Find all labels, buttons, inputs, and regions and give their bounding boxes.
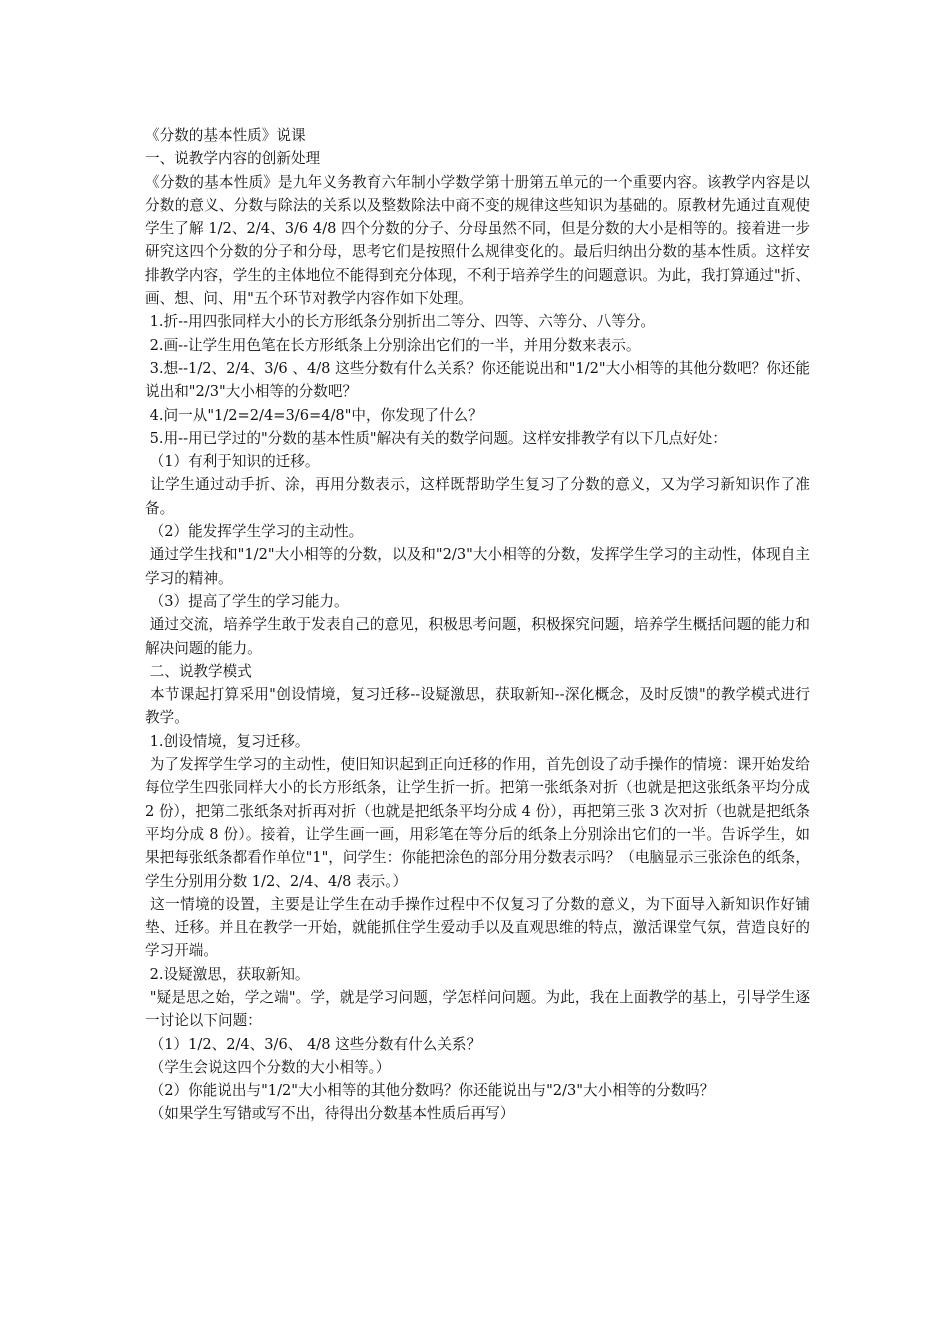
paragraph: 这一情境的设置，主要是让学生在动手操作过程中不仅复习了分数的意义，为下面导入新知识作好铺垫、迁移。并且在教学一开始，就能抓住学生爱动手以及直观思维的特点，激活课堂气氛，营造良好的学习开端。 bbox=[145, 895, 810, 960]
section-heading-1: 一、说教学内容的创新处理 bbox=[145, 150, 321, 168]
list-item: 5.用--用已学过的"分数的基本性质"解决有关的数学问题。这样安排教学有以下几点好处： bbox=[145, 429, 727, 447]
list-item: 1.创设情境，复习迁移。 bbox=[145, 732, 310, 750]
question-item: （1）1/2、2/4、3/6、 4/8 这些分数有什么关系？ bbox=[145, 1035, 482, 1053]
section-heading-2: 二、说教学模式 bbox=[145, 662, 252, 680]
note: （学生会说这四个分数的大小相等。） bbox=[145, 1058, 391, 1076]
list-item: 3.想--1/2、2/4、3/6 、4/8 这些分数有什么关系？你还能说出和"1/2"大小相等的其他分数吧？你还能说出和"2/3"大小相等的分数吧？ bbox=[145, 359, 810, 401]
paragraph: 让学生通过动手折、涂，再用分数表示，这样既帮助学生复习了分数的意义，又为学习新知识作了准备。 bbox=[145, 476, 810, 517]
paragraph: 为了发挥学生学习的主动性，使旧知识起到正向迁移的作用，首先创设了动手操作的情境：课开始发给每位学生四张同样大小的长方形纸条，让学生折一折。把第一张纸条对折（也就是把这张纸条平均分成 2 份），把第二张纸条对折再对折（也就是把纸条平均分成 4 份），再把第三张 3 次对折（也就是把纸条平均分成 8 份）。接着，让学生画一画，用彩笔在等分后的纸条上分别涂出它们的一半。告诉学生，如果把每张纸条都看作单位"1"，问学生：你能把涂色的部分用分数表示吗？（电脑显示三张涂色的纸条，学生分别用分数 1/2、2/4、4/8 表示。） bbox=[145, 756, 815, 890]
paragraph: 通过学生找和"1/2"大小相等的分数，以及和"2/3"大小相等的分数，发挥学生学习的主动性，体现自主学习的精神。 bbox=[145, 546, 811, 587]
paragraph: 《分数的基本性质》是九年义务教育六年制小学数学第十册第五单元的一个重要内容。该教学内容是以分数的意义、分数与除法的关系以及整数除法中商不变的规律这些知识为基础的。原教材先通过直观使学生了解 1/2、2/4、3/6 4/8 四个分数的分子、分母虽然不同，但是分数的大小是相等的。接着进一步研究这四个分数的分子和分母，思考它们是按照什么规律变化的。最后归纳出分数的基本性质。这样安排教学内容，学生的主体地位不能得到充分体现，不利于培养学生的问题意识。为此，我打算通过"折、画、想、问、用"五个环节对教学内容作如下处理。 bbox=[145, 173, 810, 308]
question-item: （2）你能说出与"1/2"大小相等的其他分数吗？你还能说出与"2/3"大小相等的分数吗？ bbox=[145, 1082, 715, 1100]
sub-heading: （1）有利于知识的迁移。 bbox=[145, 453, 320, 471]
note: （如果学生写错或写不出，待得出分数基本性质后再写） bbox=[145, 1105, 515, 1123]
sub-heading: （3）提高了学生的学习能力。 bbox=[145, 592, 349, 610]
paragraph: 通过交流，培养学生敢于发表自己的意见，积极思考问题，积极探究问题，培养学生概括问题的能力和解决问题的能力。 bbox=[145, 616, 811, 657]
list-item: 1.折--用四张同样大小的长方形纸条分别折出二等分、四等、六等分、八等分。 bbox=[145, 313, 656, 331]
document-body bbox=[145, 124, 815, 1126]
paragraph: "疑是思之始，学之端"。学，就是学习问题，学怎样问问题。为此，我在上面教学的基上，引导学生逐一讨论以下问题： bbox=[145, 988, 810, 1030]
list-item: 2.设疑激思，获取新知。 bbox=[145, 965, 310, 983]
paragraph: 本节课起打算采用"创设情境，复习迁移--设疑激思，获取新知--深化概念，及时反馈"的教学模式进行教学。 bbox=[145, 686, 810, 727]
document-title: 《分数的基本性质》说课 bbox=[145, 127, 306, 144]
list-item: 4.问一从"1/2=2/4=3/6=4/8"中，你发现了什么？ bbox=[145, 406, 483, 424]
sub-heading: （2）能发挥学生学习的主动性。 bbox=[145, 523, 364, 541]
list-item: 2.画--让学生用色笔在长方形纸条上分别涂出它们的一半，并用分数来表示。 bbox=[145, 336, 641, 354]
